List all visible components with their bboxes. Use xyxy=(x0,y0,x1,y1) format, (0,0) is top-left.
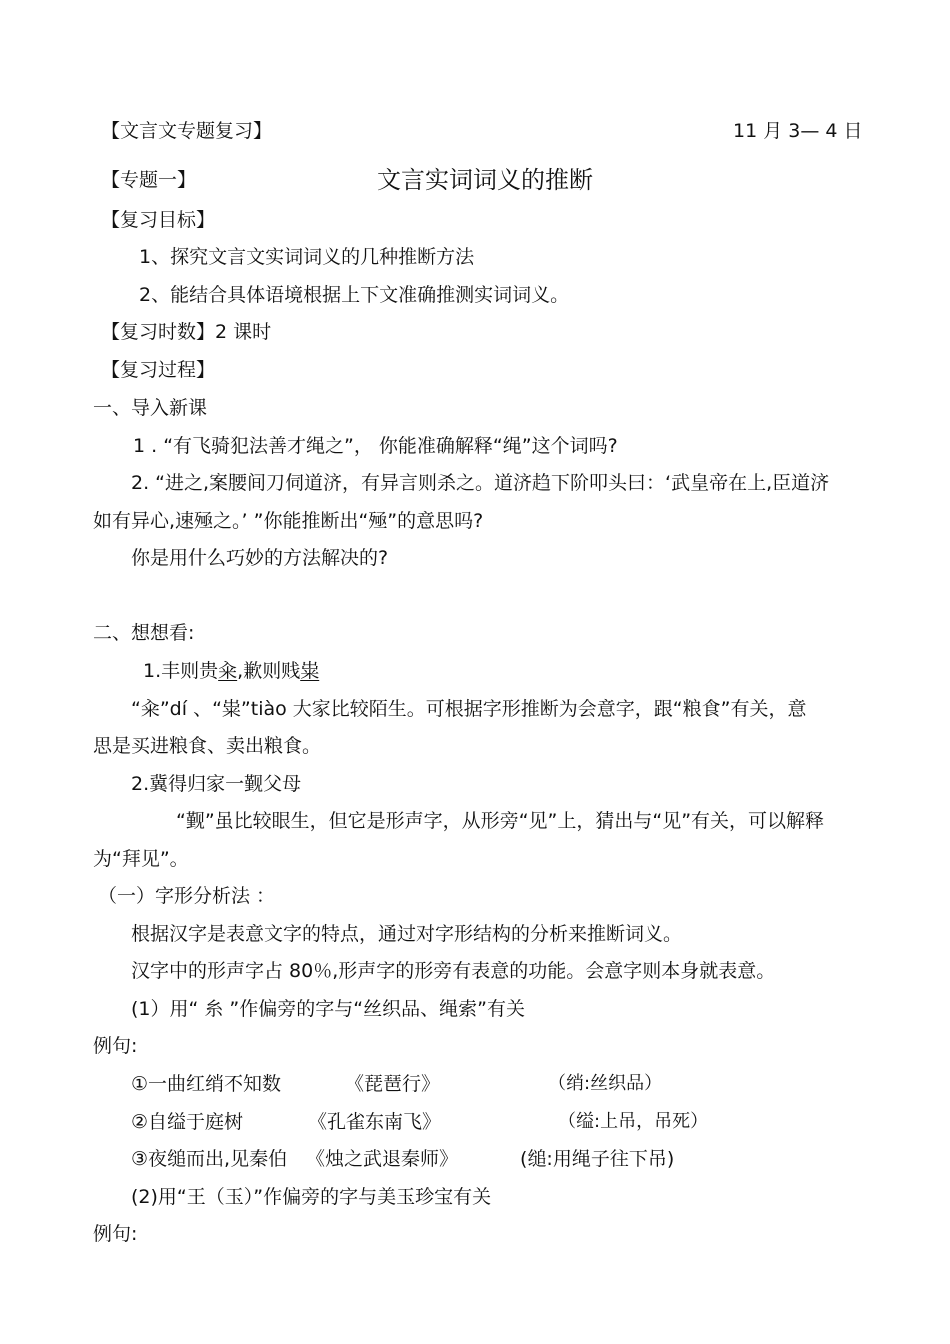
question-3: 你是用什么巧妙的方法解决的? xyxy=(131,547,389,569)
example-1-explanation-line-1: “籴”dí 、“粜”tiào 大家比较陌生。可根据字形推断为会意字，跟“粮食”有关，意 xyxy=(131,698,807,720)
example-source-1: 《琵琶行》 xyxy=(345,1073,441,1095)
example-2-sentence: 2.冀得归家一觐父母 xyxy=(131,773,302,795)
example-note-3: (缒:用绳子往下吊) xyxy=(520,1148,675,1170)
example-1-prefix: 1.丰则贵 xyxy=(143,660,219,682)
example-note-1: （绡:丝织品） xyxy=(548,1073,663,1094)
goal-item-1: 1、探究文言文实词词义的几种推断方法 xyxy=(139,246,475,268)
topic-label: 【专题一】 xyxy=(101,169,197,191)
word-tiao: 粜 xyxy=(300,660,320,682)
goals-heading: 【复习目标】 xyxy=(101,209,216,231)
example-2-explanation-line-2: 为“拜见”。 xyxy=(93,848,189,870)
word-di: 籴 xyxy=(218,660,238,682)
examples-label-1: 例句: xyxy=(93,1035,138,1057)
process-heading: 【复习过程】 xyxy=(101,359,216,381)
example-sentence-3: ③夜缒而出,见秦伯 xyxy=(131,1148,288,1170)
header-section-label: 【文言文专题复习】 xyxy=(101,120,273,142)
example-sentence-2: ②自缢于庭树 xyxy=(131,1111,244,1133)
example-1-sentence xyxy=(143,659,319,683)
question-2-line-2: 如有异心,速殛之。’ ”你能推断出“殛”的意思吗? xyxy=(93,510,484,532)
goal-item-2: 2、能结合具体语境根据上下文准确推测实词词义。 xyxy=(139,284,570,306)
question-1: 1 . “有飞骑犯法善才绳之”， 你能准确解释“绳”这个词吗? xyxy=(133,435,618,457)
part2-heading: 二、想想看: xyxy=(93,622,195,644)
question-2-line-1: 2. “进之,案腰间刀伺道济，有异言则杀之。道济趋下阶叩头曰：‘武皇帝在上,臣道济 xyxy=(131,472,830,494)
example-source-2: 《孔雀东南飞》 xyxy=(308,1111,442,1133)
example-2-explanation-line-1: “觐”虽比较眼生，但它是形声字，从形旁“见”上，猜出与“见”有关，可以解释 xyxy=(176,810,825,832)
rule-2: (2)用“王（玉）”作偏旁的字与美玉珍宝有关 xyxy=(131,1186,492,1208)
example-note-2: （缢:上吊，吊死） xyxy=(558,1111,709,1132)
rule-1: (1）用“ 糸 ”作偏旁的字与“丝织品、绳索”有关 xyxy=(131,998,525,1020)
example-1-explanation-line-2: 思是买进粮食、卖出粮食。 xyxy=(93,735,322,757)
hours-line: 【复习时数】2 课时 xyxy=(101,321,272,343)
method-paragraph-1: 根据汉字是表意文字的特点，通过对字形结构的分析来推断词义。 xyxy=(131,923,683,945)
example-sentence-1: ①一曲红绡不知数 xyxy=(131,1073,282,1095)
part1-heading: 一、导入新课 xyxy=(93,397,208,419)
examples-label-2: 例句: xyxy=(93,1223,138,1245)
example-source-3: 《烛之武退秦师》 xyxy=(306,1148,459,1170)
page-title: 文言实词词义的推断 xyxy=(377,166,593,194)
method-paragraph-2: 汉字中的形声字占 80％,形声字的形旁有表意的功能。会意字则本身就表意。 xyxy=(131,960,776,982)
example-1-mid: ,歉则贱 xyxy=(237,660,301,682)
method-heading: （一）字形分析法 ： xyxy=(98,885,276,907)
header-date: 11 月 3— 4 日 xyxy=(733,120,863,142)
